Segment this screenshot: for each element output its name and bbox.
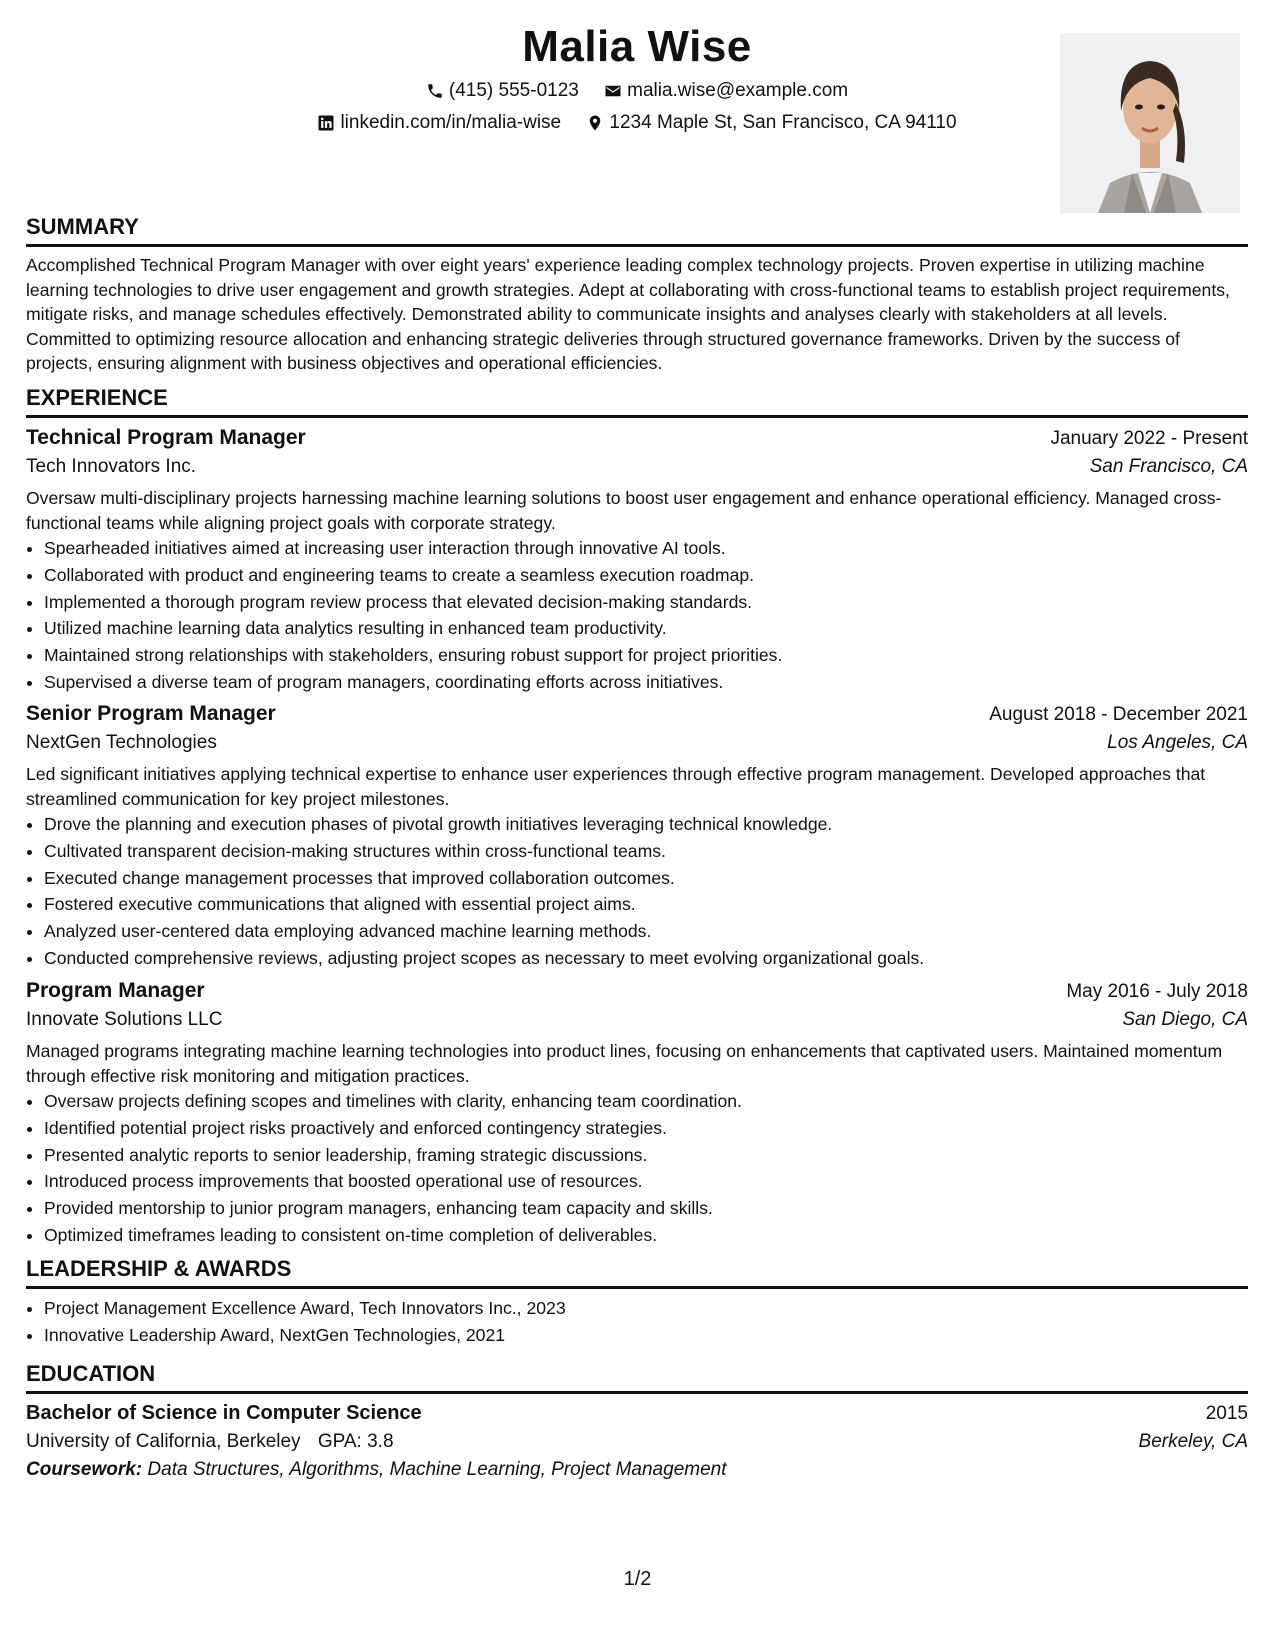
candidate-name: Malia Wise	[522, 22, 752, 71]
job-dates: January 2022 - Present	[1050, 428, 1248, 449]
list-item: • Conducted comprehensive reviews, adjusting project scopes as necessary to meet evolving organizational goals.	[44, 945, 1248, 972]
job-company: Innovate Solutions LLC	[26, 1009, 223, 1030]
graduation-year: 2015	[1205, 1403, 1248, 1424]
list-item: • Analyzed user-centered data employing advanced machine learning methods.	[44, 918, 1248, 945]
list-item: • Provided mentorship to junior program managers, enhancing team capacity and skills.	[44, 1195, 1248, 1222]
phone-text: (415) 555-0123	[448, 80, 579, 101]
list-item: • Introduced process improvements that boosted operational use of resources.	[44, 1168, 1248, 1195]
job-entry	[26, 979, 1248, 1249]
list-item: • Identified potential project risks proactively and enforced contingency strategies.	[44, 1115, 1248, 1142]
list-item: • Innovative Leadership Award, NextGen Technologies, 2021	[44, 1322, 1248, 1349]
awards-list	[26, 1295, 1248, 1349]
resume-header	[26, 0, 1248, 220]
coursework-list: Data Structures, Algorithms, Machine Learning, Project Management	[147, 1459, 727, 1480]
job-title: Technical Program Manager	[26, 426, 306, 449]
awards-section	[26, 1256, 1248, 1349]
envelope-icon	[604, 82, 622, 100]
list-item: • Maintained strong relationships with stakeholders, ensuring robust support for project priorities.	[44, 642, 1248, 669]
job-description: Led significant initiatives applying technical expertise to enhance user experiences through effective program management. Developed approaches that streamlined communication for key project milestones.	[26, 764, 1206, 809]
summary-title: SUMMARY	[26, 214, 1248, 247]
list-item: • Optimized timeframes leading to consistent on-time completion of deliverables.	[44, 1222, 1248, 1249]
job-dates: August 2018 - December 2021	[989, 704, 1248, 725]
resume-page	[26, 0, 1248, 1650]
linkedin-text: linkedin.com/in/malia-wise	[340, 112, 562, 133]
coursework-label: Coursework:	[26, 1459, 143, 1480]
contact-email[interactable]	[604, 80, 848, 102]
list-item: • Supervised a diverse team of program managers, coordinating efforts across initiatives.	[44, 669, 1248, 696]
job-entry	[26, 702, 1248, 972]
list-item: • Spearheaded initiatives aimed at increasing user interaction through innovative AI tools.	[44, 535, 1248, 562]
awards-title: LEADERSHIP & AWARDS	[26, 1256, 1248, 1289]
job-title: Program Manager	[26, 979, 205, 1002]
contact-linkedin[interactable]	[317, 112, 561, 134]
degree-title: Bachelor of Science in Computer Science	[26, 1402, 422, 1424]
list-item: • Implemented a thorough program review process that elevated decision-making standards.	[44, 589, 1248, 616]
job-bullets	[26, 535, 1248, 696]
phone-icon	[426, 82, 444, 100]
list-item: • Oversaw projects defining scopes and timelines with clarity, enhancing team coordination.	[44, 1088, 1248, 1115]
gpa: GPA: 3.8	[317, 1431, 394, 1452]
school-line	[26, 1431, 394, 1453]
job-company: NextGen Technologies	[26, 732, 217, 753]
address-text: 1234 Maple St, San Francisco, CA 94110	[609, 112, 957, 133]
job-company: Tech Innovators Inc.	[26, 456, 197, 477]
list-item: • Presented analytic reports to senior leadership, framing strategic discussions.	[44, 1142, 1248, 1169]
list-item: • Project Management Excellence Award, Tech Innovators Inc., 2023	[44, 1295, 1248, 1322]
list-item: • Executed change management processes that improved collaboration outcomes.	[44, 865, 1248, 892]
school-location: Berkeley, CA	[1138, 1431, 1248, 1452]
list-item: • Collaborated with product and engineering teams to create a seamless execution roadmap.	[44, 562, 1248, 589]
school-name: University of California, Berkeley	[26, 1431, 301, 1452]
job-bullets	[26, 811, 1248, 972]
job-description: Oversaw multi-disciplinary projects harnessing machine learning solutions to boost user engagement and enhance operational efficiency. Managed cross-functional teams while aligning project goals with corporate strategy.	[26, 488, 1222, 533]
experience-section	[26, 385, 1248, 418]
job-dates: May 2016 - July 2018	[1066, 981, 1248, 1002]
list-item: • Drove the planning and execution phases of pivotal growth initiatives leveraging technical knowledge.	[44, 811, 1248, 838]
summary-text: Accomplished Technical Program Manager with over eight years' experience leading complex technology projects. Proven expertise in utilizing machine learning technologies to drive user engagement and growth strategies. Adept at collaborating with cross-functional teams to establish project requirements, mitigate risks, and manage schedules effectively. Demonstrated ability to communicate insights and analyses clearly with stakeholders at all levels. Committed to optimizing resource allocation and enhancing strategic deliveries through structured governance frameworks. Driven by the success of projects, ensuring alignment with business objectives and operational efficiencies.	[26, 255, 1230, 373]
experience-title: EXPERIENCE	[26, 385, 1248, 418]
job-location: San Francisco, CA	[1089, 456, 1248, 477]
job-bullets	[26, 1088, 1248, 1249]
job-location: Los Angeles, CA	[1107, 732, 1248, 753]
job-description: Managed programs integrating machine learning technologies into product lines, focusing on enhancements that captivated users. Maintained momentum through effective risk monitoring and mitigation practices.	[26, 1041, 1223, 1086]
list-item: • Cultivated transparent decision-making structures within cross-functional teams.	[44, 838, 1248, 865]
summary-section	[26, 214, 1248, 376]
page-number: 1/2	[623, 1568, 652, 1590]
education-title: EDUCATION	[26, 1361, 1248, 1394]
profile-photo	[1060, 33, 1240, 213]
education-section	[26, 1361, 1248, 1481]
contact-address	[586, 112, 956, 134]
map-pin-icon	[586, 114, 604, 132]
contact-phone	[426, 80, 579, 102]
email-text: malia.wise@example.com	[627, 80, 849, 101]
list-item: • Fostered executive communications that aligned with essential project aims.	[44, 891, 1248, 918]
linkedin-icon	[317, 114, 335, 132]
job-title: Senior Program Manager	[26, 702, 276, 725]
list-item: • Utilized machine learning data analytics resulting in enhanced team productivity.	[44, 615, 1248, 642]
job-entry	[26, 426, 1248, 696]
job-location: San Diego, CA	[1122, 1009, 1248, 1030]
coursework	[26, 1459, 1248, 1481]
